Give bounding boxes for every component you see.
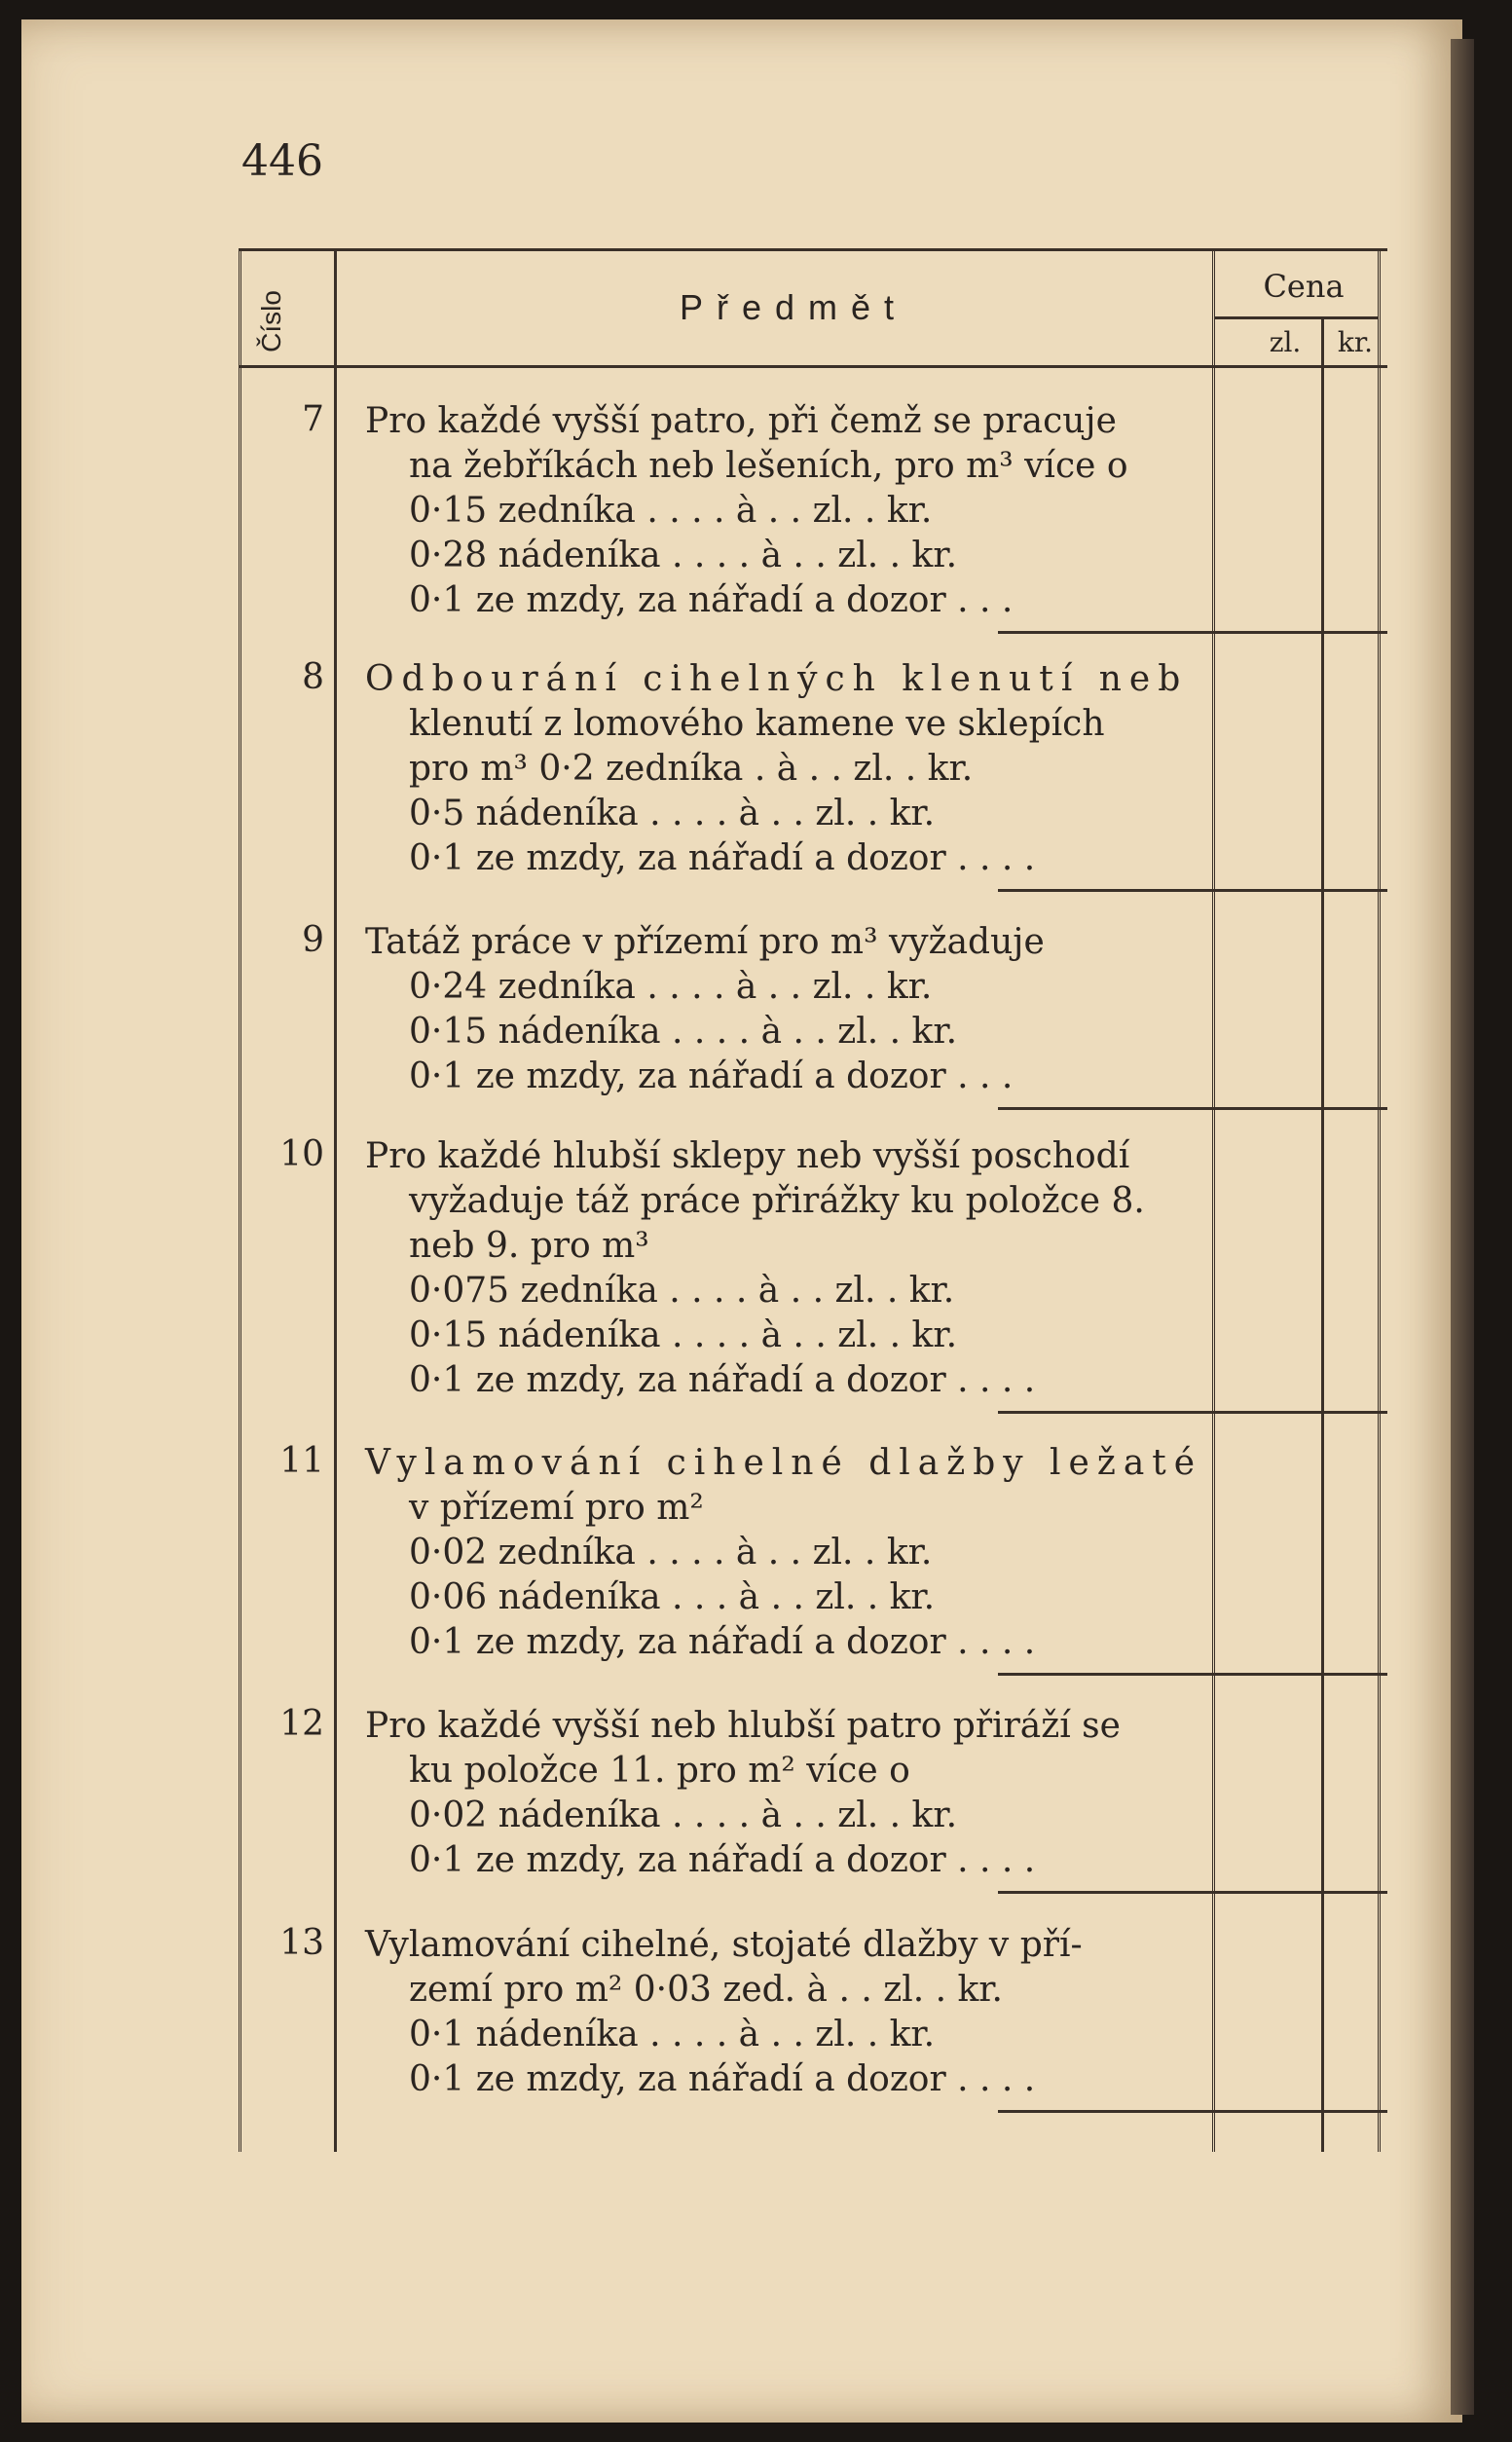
entry-line: ku položce 11. pro m² více o bbox=[409, 1751, 910, 1791]
entry-line: Pro každé hlubší sklepy neb vyšší poschodí bbox=[365, 1136, 1130, 1176]
entry-line: vyžaduje táž práce přirážky ku položce 8. bbox=[409, 1181, 1145, 1221]
total-rule bbox=[998, 2110, 1387, 2113]
entry-line: na žebříkách neb lešeních, pro m³ více o bbox=[409, 446, 1128, 486]
total-rule bbox=[998, 889, 1387, 892]
entry-line: Vylamování cihelné, stojaté dlažby v pří- bbox=[365, 1925, 1083, 1965]
entry-line: 0·1 ze mzdy, za nářadí a dozor . . . bbox=[409, 580, 1014, 620]
total-rule bbox=[998, 1891, 1387, 1894]
entry-line: 0·075 zedníka . . . . à . . zl. . kr. bbox=[409, 1271, 955, 1311]
number-column-rule bbox=[334, 248, 337, 2152]
entry-line: 0·15 nádeníka . . . . à . . zl. . kr. bbox=[409, 1315, 958, 1355]
entry-line: 0·02 nádeníka . . . . à . . zl. . kr. bbox=[409, 1795, 958, 1835]
entry-line: Vylamování cihelné dlažby ležaté bbox=[365, 1443, 1203, 1483]
entry-line: 0·1 ze mzdy, za nářadí a dozor . . . bbox=[409, 1056, 1014, 1096]
entry-line: 0·02 zedníka . . . . à . . zl. . kr. bbox=[409, 1533, 933, 1572]
total-rule bbox=[998, 1411, 1387, 1414]
page-number: 446 bbox=[241, 136, 323, 186]
total-rule bbox=[998, 1673, 1387, 1676]
table-right-border bbox=[1378, 248, 1386, 2152]
entry-line: klenutí z lomového kamene ve sklepích bbox=[409, 704, 1105, 744]
cena-subheader-rule bbox=[1215, 316, 1378, 319]
header-cena: Cena bbox=[1263, 268, 1345, 305]
total-rule bbox=[998, 1107, 1387, 1110]
entry-line: neb 9. pro m³ bbox=[409, 1226, 649, 1266]
header-predmet: Předmět bbox=[679, 287, 908, 327]
zl-kr-rule bbox=[1321, 316, 1324, 2152]
entry-line: Tatáž práce v přízemí pro m³ vyžaduje bbox=[365, 922, 1045, 962]
price-column-rule bbox=[1212, 248, 1221, 2152]
entry-line: 0·28 nádeníka . . . . à . . zl. . kr. bbox=[409, 536, 958, 575]
total-rule bbox=[998, 631, 1387, 634]
header-zl: zl. bbox=[1269, 326, 1302, 358]
entry-number: 11 bbox=[279, 1441, 324, 1481]
table-left-border bbox=[239, 248, 247, 2152]
entry-line: Odbourání cihelných klenutí neb bbox=[365, 659, 1189, 699]
entry-line: pro m³ 0·2 zedníka . à . . zl. . kr. bbox=[409, 749, 974, 789]
header-kr: kr. bbox=[1337, 326, 1374, 358]
page-edge bbox=[1451, 39, 1474, 2415]
entry-line: 0·1 ze mzdy, za nářadí a dozor . . . . bbox=[409, 838, 1036, 878]
entry-line: v přízemí pro m² bbox=[409, 1488, 704, 1528]
entry-line: 0·1 nádeníka . . . . à . . zl. . kr. bbox=[409, 2015, 936, 2054]
entry-line: 0·15 zedníka . . . . à . . zl. . kr. bbox=[409, 491, 933, 531]
header-bottom-border bbox=[239, 365, 1387, 368]
entry-number: 12 bbox=[279, 1704, 324, 1744]
entry-line: zemí pro m² 0·03 zed. à . . zl. . kr. bbox=[409, 1970, 1003, 2010]
entry-line: 0·1 ze mzdy, za nářadí a dozor . . . . bbox=[409, 1360, 1036, 1400]
entry-number: 13 bbox=[279, 1923, 324, 1963]
entry-line: Pro každé vyšší neb hlubší patro přiráží se bbox=[365, 1706, 1121, 1746]
price-table bbox=[239, 248, 1387, 2152]
entry-line: Pro každé vyšší patro, při čemž se pracuje bbox=[365, 401, 1117, 441]
entry-number: 7 bbox=[302, 399, 324, 439]
entry-line: 0·5 nádeníka . . . . à . . zl. . kr. bbox=[409, 794, 936, 833]
entry-line: 0·1 ze mzdy, za nářadí a dozor . . . . bbox=[409, 1622, 1036, 1662]
entry-line: 0·1 ze mzdy, za nářadí a dozor . . . . bbox=[409, 1840, 1036, 1880]
entry-number: 10 bbox=[279, 1134, 324, 1174]
entry-number: 8 bbox=[302, 657, 324, 697]
table-top-border bbox=[239, 248, 1387, 251]
entry-line: 0·24 zedníka . . . . à . . zl. . kr. bbox=[409, 967, 933, 1007]
entry-line: 0·15 nádeníka . . . . à . . zl. . kr. bbox=[409, 1012, 958, 1052]
entry-line: 0·06 nádeníka . . . à . . zl. . kr. bbox=[409, 1577, 936, 1617]
header-cislo: Číslo bbox=[256, 290, 287, 352]
entry-line: 0·1 ze mzdy, za nářadí a dozor . . . . bbox=[409, 2059, 1036, 2099]
entry-number: 9 bbox=[302, 920, 324, 960]
